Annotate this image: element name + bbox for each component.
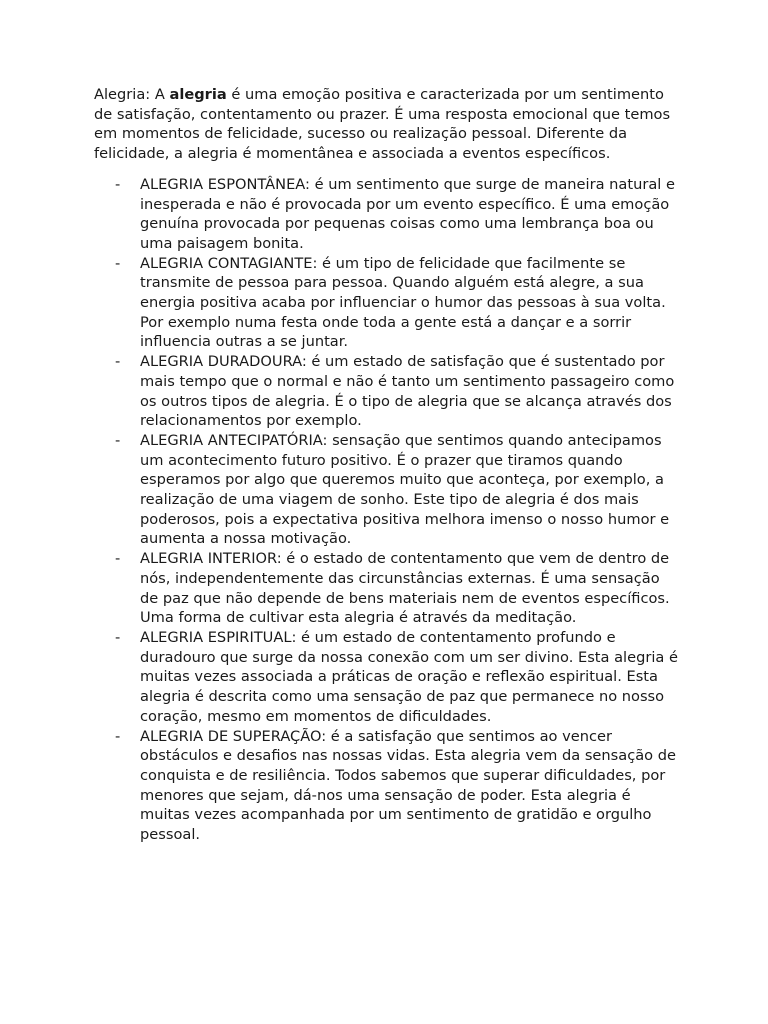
document-body — [94, 85, 679, 845]
list-item-text: ALEGRIA INTERIOR: é o estado de contentamento que vem de dentro de nós, independentemente das circunstâncias externas. É uma sensação de paz que não depende de bens materiais nem de eventos específicos. Uma forma de cultivar esta alegria é através da meditação. — [140, 550, 670, 627]
list-item-text: ALEGRIA ANTECIPATÓRIA: sensação que sentimos quando antecipamos um acontecimento futuro positivo. É o prazer que tiramos quando esperamos por algo que queremos muito que aconteça, por exemplo, a realização de uma viagem de sonho. Este tipo de alegria é dos mais poderosos, pois a expectativa positiva melhora imenso o nosso humor e aumenta a nossa motivação. — [140, 431, 670, 548]
list-item-text: ALEGRIA DE SUPERAÇÃO: é a satisfação que sentimos ao vencer obstáculos e desafios nas nossas vidas. Esta alegria vem da sensação de conquista e de resiliência. Todos sabemos que superar dificuldades, por menores que sejam, dá-nos uma sensação de poder. Esta alegria é muitas vezes acompanhada por um sentimento de gratidão e orgulho pessoal. — [140, 727, 676, 844]
list-item — [94, 549, 679, 628]
intro-text: é uma emoção positiva e caracterizada por um sentimento de satisfação, contentamento ou prazer. É uma resposta emocional que temos em momentos de felicidade, sucesso ou realização pessoal. Diferente da felicidade, a alegria é momentânea e associada a eventos específicos. — [94, 86, 671, 163]
list-item — [94, 352, 679, 431]
list-bullet: - — [115, 628, 121, 646]
list-bullet: - — [115, 175, 121, 193]
list-item-text: ALEGRIA CONTAGIANTE: é um tipo de felicidade que facilmente se transmite de pessoa para pessoa. Quando alguém está alegre, a sua energia positiva acaba por influenciar o humor das pessoas à sua volta. Por exemplo numa festa onde toda a gente está a dançar e a sorrir influencia outras a se juntar. — [140, 254, 666, 351]
list-item-text: ALEGRIA DURADOURA: é um estado de satisfação que é sustentado por mais tempo que o normal e não é tanto um sentimento passageiro como os outros tipos de alegria. É o tipo de alegria que se alcança através dos relacionamentos por exemplo. — [140, 353, 675, 430]
list-item-text: ALEGRIA ESPIRITUAL: é um estado de contentamento profundo e duradouro que surge da nossa conexão com um ser divino. Esta alegria é muitas vezes associada a práticas de oração e reflexão espiritual. Esta alegria é descrita como uma sensação de paz que permanece no nosso coração, mesmo em momentos de dificuldades. — [140, 628, 678, 725]
list-bullet: - — [115, 550, 121, 568]
list-item — [94, 628, 679, 727]
list-bullet: - — [115, 353, 121, 371]
intro-paragraph — [94, 85, 679, 164]
joy-types-list — [94, 175, 679, 845]
list-bullet: - — [115, 431, 121, 449]
list-item — [94, 431, 679, 549]
list-item — [94, 175, 679, 254]
list-item — [94, 254, 679, 353]
intro-prefix: Alegria: A — [94, 86, 170, 103]
list-bullet: - — [115, 254, 121, 272]
list-bullet: - — [115, 727, 121, 745]
intro-bold-term: alegria — [169, 86, 227, 103]
list-item — [94, 727, 679, 845]
list-item-text: ALEGRIA ESPONTÂNEA: é um sentimento que surge de maneira natural e inesperada e não é provocada por um evento específico. É uma emoção genuína provocada por pequenas coisas como uma lembrança boa ou uma paisagem bonita. — [140, 175, 675, 252]
